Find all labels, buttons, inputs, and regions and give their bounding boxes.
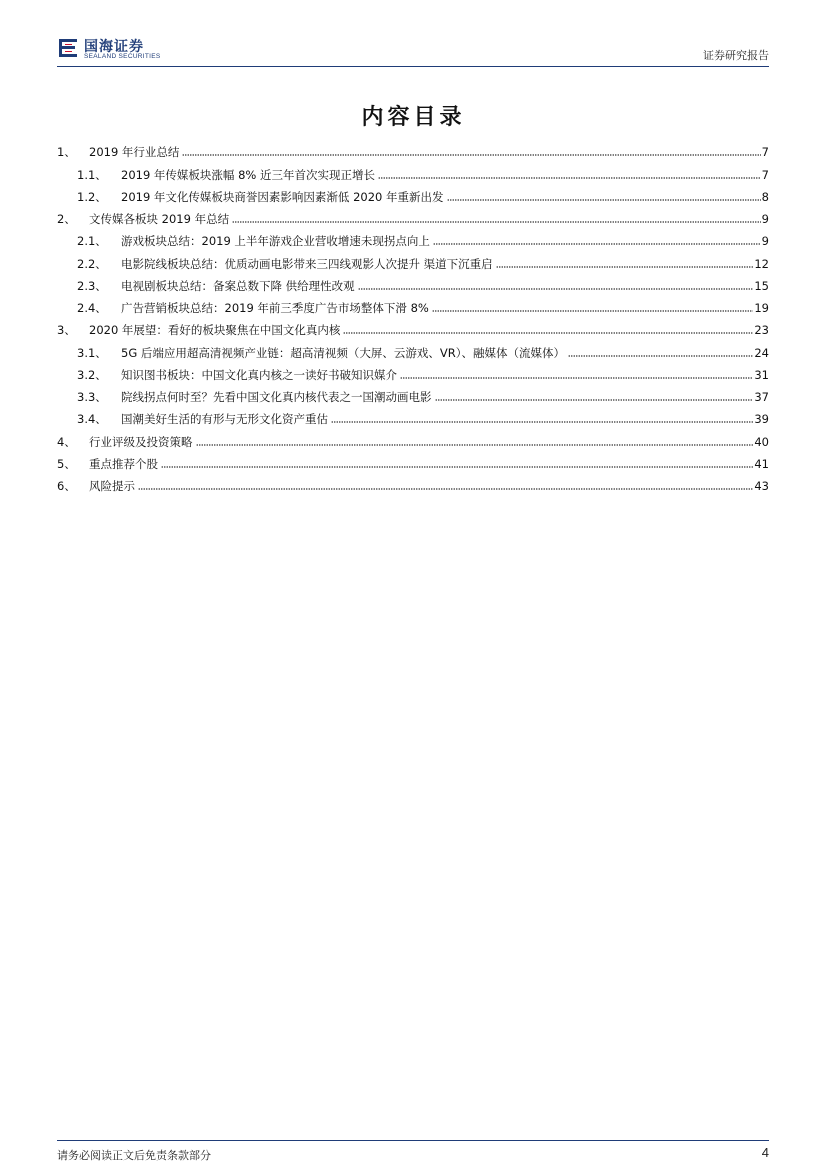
toc-entry[interactable] [57,449,769,471]
toc-dot-leader [433,243,761,245]
table-of-contents [57,137,769,493]
toc-entry-page: 15 [754,278,769,293]
toc-entry-page: 37 [754,390,769,404]
toc-dot-leader [138,488,753,490]
toc-entry-title: 电视剧板块总结：备案总数下降 供给理性改观 [121,278,355,293]
page-number: 4 [761,1145,769,1160]
toc-entry-number: 1、 [57,145,76,160]
toc-entry-number: 2.3、 [77,278,107,293]
toc-entry-number: 3、 [57,323,76,338]
toc-entry-number: 6、 [57,479,76,493]
logo-chinese-name: 国海证券 [84,39,144,55]
toc-dot-leader [378,177,761,179]
toc-entry-title: 国潮美好生活的有形与无形文化资产重估 [121,412,328,427]
logo-english-name: SEALAND SECURITIES [84,53,161,60]
toc-entry-title: 广告营销板块总结：2019 年前三季度广告市场整体下滑 8% [121,301,429,315]
toc-entry-page: 39 [754,412,769,427]
toc-entry-page: 41 [754,456,769,471]
toc-entry-title: 2019 年行业总结 [89,145,180,160]
toc-entry-title: 2020 年展望：看好的板块聚焦在中国文化真内核 [89,323,341,338]
toc-entry-title: 院线拐点何时至？先看中国文化真内核代表之一国潮动画电影 [121,390,432,404]
toc-entry-number: 4、 [57,434,76,449]
toc-entry-number: 3.3、 [77,390,107,404]
toc-entry[interactable] [57,204,769,226]
toc-entry[interactable] [57,404,769,426]
toc-entry-page: 31 [754,367,769,382]
toc-entry-page: 12 [754,256,769,271]
toc-entry[interactable] [57,360,769,382]
toc-entry-title: 游戏板块总结：2019 上半年游戏企业营收增速未现拐点向上 [121,234,430,249]
footer-divider [57,1140,769,1141]
toc-entry-page: 40 [754,434,769,449]
toc-dot-leader [432,310,754,312]
toc-entry-page: 7 [761,167,769,182]
toc-entry-title: 行业评级及投资策略 [89,434,193,449]
toc-entry-page: 7 [761,145,769,160]
toc-entry[interactable] [57,337,769,359]
toc-entry-number: 2、 [57,212,76,226]
header-divider [57,66,769,67]
toc-entry-title: 电影院线板块总结：优质动画电影带来三四线观影人次提升 渠道下沉重启 [121,256,493,271]
toc-entry-number: 3.2、 [77,367,107,382]
toc-dot-leader [568,355,753,357]
toc-dot-leader [232,221,761,223]
page-header [57,36,769,66]
toc-entry-title: 文传媒各板块 2019 年总结 [89,212,230,226]
toc-entry-page: 8 [761,189,769,204]
toc-entry-title: 2019 年传媒板块涨幅 8% 近三年首次实现正增长 [121,167,375,182]
toc-entry-page: 9 [761,212,769,226]
toc-entry[interactable] [57,471,769,493]
toc-entry-page: 24 [754,345,769,360]
toc-entry[interactable] [57,426,769,448]
toc-entry-number: 2.2、 [77,256,107,271]
toc-entry-page: 9 [761,234,769,249]
toc-dot-leader [331,421,753,423]
toc-entry-page: 43 [754,479,769,493]
toc-entry[interactable] [57,182,769,204]
toc-entry-title: 2019 年文化传媒板块商誉因素影响因素渐低 2020 年重新出发 [121,189,444,204]
toc-dot-leader [447,199,761,201]
toc-entry-number: 1.1、 [77,167,107,182]
toc-entry-page: 23 [754,323,769,338]
toc-dot-leader [358,288,754,290]
toc-title: 内容目录 [361,105,466,130]
toc-dot-leader [343,332,753,334]
toc-entry-number: 3.1、 [77,345,107,360]
disclaimer-note: 请务必阅读正文后免责条款部分 [57,1149,211,1162]
toc-entry-number: 5、 [57,456,76,471]
toc-entry-number: 2.4、 [77,301,107,315]
toc-entry-title: 5G 后端应用超高清视频产业链：超高清视频（大屏、云游戏、VR）、融媒体（流媒体） [121,345,565,360]
toc-entry-title: 知识图书板块：中国文化真内核之一读好书破知识媒介 [121,367,397,382]
toc-dot-leader [400,377,753,379]
toc-dot-leader [182,154,760,156]
toc-entry-page: 19 [754,301,769,315]
report-type-label: 证券研究报告 [703,49,769,62]
sealand-logo-icon [57,36,79,60]
toc-entry[interactable] [57,293,769,315]
toc-dot-leader [435,399,754,401]
toc-entry[interactable] [57,248,769,270]
toc-entry[interactable] [57,271,769,293]
toc-dot-leader [196,444,754,446]
toc-dot-leader [161,466,753,468]
toc-entry-number: 1.2、 [77,189,107,204]
toc-dot-leader [496,266,754,268]
toc-entry[interactable] [57,159,769,181]
toc-entry[interactable] [57,382,769,404]
toc-entry-number: 3.4、 [77,412,107,427]
toc-entry[interactable] [57,137,769,159]
toc-entry[interactable] [57,315,769,337]
toc-entry-number: 2.1、 [77,234,107,249]
toc-entry-title: 风险提示 [89,479,135,493]
toc-entry-title: 重点推荐个股 [89,456,158,471]
toc-entry[interactable] [57,226,769,248]
